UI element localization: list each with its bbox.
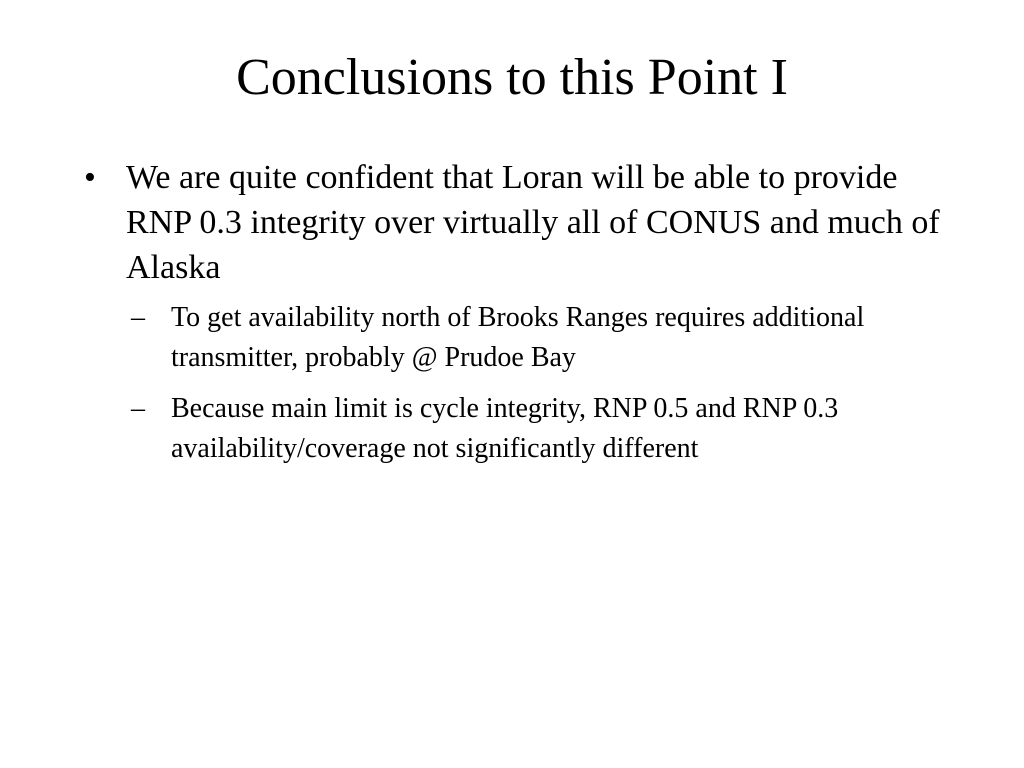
bullet-marker-icon: • (84, 159, 96, 196)
bullet-list (84, 155, 964, 480)
dash-marker-icon: – (131, 302, 145, 333)
dash-marker-icon: – (131, 393, 145, 424)
bullet-item (84, 155, 964, 290)
bullet-text: We are quite confident that Loran will be able to provide RNP 0.3 integrity over virtually all of CONUS and much of Alaska (126, 159, 940, 286)
sub-bullet-text: To get availability north of Brooks Ranges requires additional transmitter, probably @ Prudoe Bay (171, 302, 865, 373)
sub-bullet-item (131, 298, 964, 378)
slide-title: Conclusions to this Point I (236, 49, 788, 106)
sub-bullet-item (131, 389, 964, 469)
sub-bullet-list (84, 298, 964, 469)
sub-bullet-text: Because main limit is cycle integrity, RNP 0.5 and RNP 0.3 availability/coverage not significantly different (171, 393, 839, 464)
